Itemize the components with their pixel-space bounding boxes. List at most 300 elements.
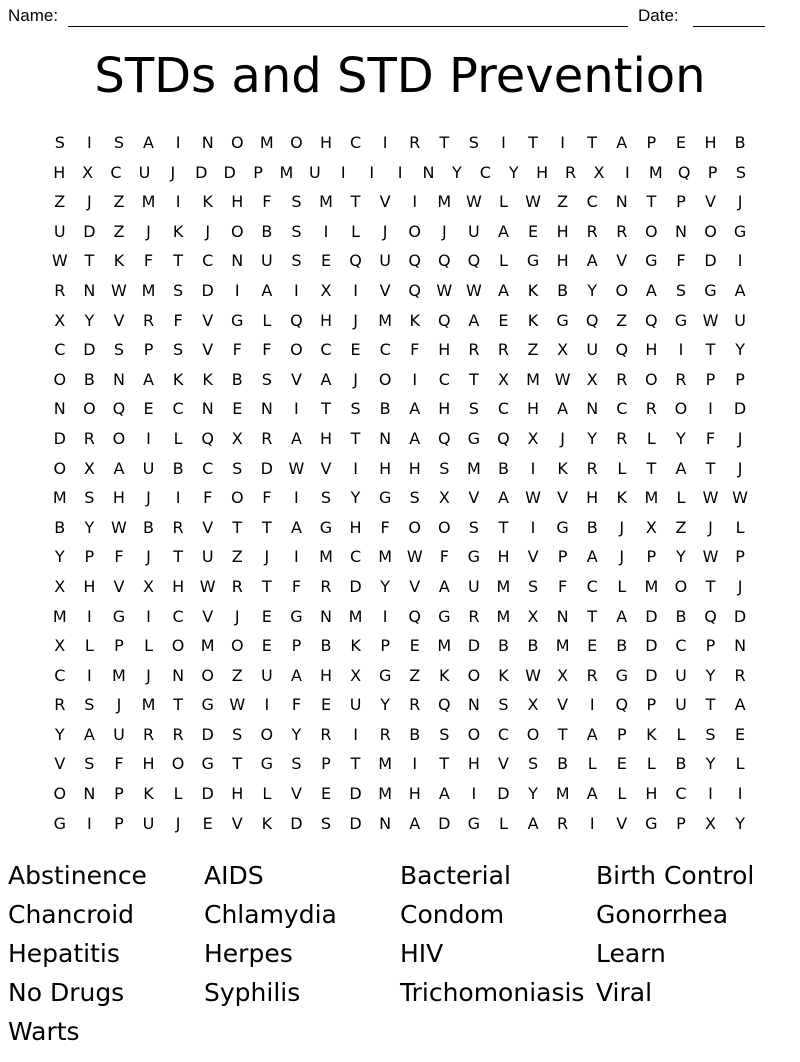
grid-letter: V — [231, 813, 243, 833]
grid-letter: H — [438, 399, 451, 419]
grid-letter: I — [353, 280, 358, 300]
grid-letter: U — [309, 162, 321, 182]
grid-letter: W — [51, 251, 68, 271]
grid-letter: V — [705, 192, 716, 212]
grid-letter: V — [290, 369, 302, 389]
grid-letter: O — [201, 665, 214, 685]
grid-letter: C — [497, 724, 510, 744]
grid-letter: L — [499, 813, 508, 833]
grid-letter: I — [589, 695, 595, 715]
grid-letter: G — [556, 310, 569, 330]
grid-letter: F — [262, 192, 272, 212]
grid-letter: V — [497, 754, 509, 774]
grid-row — [45, 513, 755, 543]
grid-letter: N — [83, 280, 96, 300]
grid-letter: P — [646, 547, 657, 567]
grid-letter: A — [557, 399, 569, 419]
grid-letter: V — [202, 606, 214, 626]
grid-letter: K — [261, 813, 273, 833]
grid-letter: W — [111, 280, 127, 300]
grid-letter: R — [586, 665, 598, 685]
grid-letter: O — [438, 517, 451, 537]
grid-letter: O — [230, 221, 244, 241]
grid-letter: G — [526, 251, 540, 271]
grid-letter: V — [616, 813, 628, 833]
grid-letter: E — [202, 813, 213, 833]
grid-letter: H — [112, 488, 125, 508]
grid-letter: P — [114, 784, 124, 804]
grid-letter: S — [54, 133, 65, 152]
grid-letter: E — [587, 636, 598, 656]
grid-letter: G — [290, 606, 303, 626]
grid-letter: R — [409, 695, 421, 715]
word-bank-item: Learn — [596, 939, 666, 968]
grid-letter: H — [556, 251, 569, 271]
grid-letter: A — [143, 369, 154, 389]
grid-letter: C — [172, 606, 184, 626]
grid-letter: P — [114, 636, 124, 656]
grid-letter: O — [408, 517, 422, 537]
grid-letter: D — [201, 280, 214, 300]
grid-letter: Q — [408, 280, 422, 300]
grid-letter: U — [260, 665, 273, 685]
grid-letter: H — [319, 428, 332, 448]
grid-letter: X — [497, 369, 509, 389]
grid-letter: N — [379, 813, 392, 833]
grid-letter: O — [230, 133, 244, 152]
grid-letter: U — [675, 665, 687, 685]
grid-letter: S — [409, 488, 420, 508]
grid-letter: K — [527, 280, 539, 300]
grid-letter: P — [291, 636, 302, 656]
grid-letter: J — [708, 517, 713, 537]
grid-letter: V — [468, 488, 480, 508]
grid-letter: E — [143, 399, 154, 419]
grid-letter: H — [142, 754, 155, 774]
grid-letter: W — [465, 192, 482, 212]
grid-letter: R — [468, 340, 480, 360]
grid-letter: S — [320, 813, 332, 833]
grid-row — [45, 246, 755, 276]
grid-letter: E — [261, 636, 272, 656]
grid-letter: U — [586, 340, 599, 360]
grid-letter: N — [586, 399, 599, 419]
grid-letter: W — [702, 547, 719, 567]
grid-letter: R — [172, 724, 184, 744]
grid-letter: K — [409, 310, 420, 330]
grid-letter: X — [705, 813, 716, 833]
grid-letter: A — [734, 695, 746, 715]
grid-letter: V — [113, 576, 125, 596]
grid-letter: T — [173, 695, 183, 715]
grid-letter: P — [646, 695, 657, 715]
grid-letter: H — [586, 488, 599, 508]
grid-letter: E — [409, 636, 420, 656]
grid-letter: M — [644, 488, 659, 508]
grid-letter: Y — [676, 547, 686, 567]
grid-letter: X — [82, 162, 94, 182]
grid-letter: O — [53, 784, 67, 804]
grid-row — [45, 690, 755, 720]
grid-row — [45, 661, 755, 691]
grid-letter: V — [557, 695, 569, 715]
grid-letter: D — [290, 813, 303, 833]
grid-letter: X — [54, 636, 66, 656]
grid-letter: S — [232, 458, 243, 478]
grid-letter: T — [84, 251, 95, 271]
grid-letter: M — [437, 636, 452, 656]
grid-letter: Z — [54, 192, 66, 212]
grid-letter: C — [110, 162, 122, 182]
grid-letter: O — [171, 636, 185, 656]
grid-letter: M — [348, 606, 363, 626]
grid-letter: R — [616, 428, 628, 448]
grid-letter: N — [320, 606, 332, 626]
grid-letter: R — [142, 724, 155, 744]
grid-letter: X — [527, 606, 539, 626]
grid-letter: T — [587, 133, 598, 152]
grid-letter: H — [704, 133, 717, 152]
grid-letter: I — [397, 162, 403, 182]
grid-letter: M — [279, 162, 294, 182]
grid-letter: B — [497, 458, 509, 478]
grid-letter: J — [619, 547, 625, 567]
grid-letter: F — [143, 251, 154, 271]
grid-letter: O — [704, 221, 717, 241]
grid-letter: X — [586, 369, 598, 389]
word-bank-item: Hepatitis — [8, 939, 120, 968]
grid-letter: A — [497, 221, 509, 241]
grid-letter: N — [112, 369, 125, 389]
grid-letter: O — [83, 399, 96, 419]
grid-letter: B — [261, 221, 273, 241]
grid-letter: R — [616, 369, 628, 389]
grid-letter: L — [499, 192, 508, 212]
grid-letter: M — [648, 162, 663, 182]
grid-letter: S — [173, 280, 184, 300]
grid-letter: B — [54, 517, 66, 537]
grid-letter: A — [675, 458, 687, 478]
grid-row — [45, 158, 755, 188]
grid-letter: D — [645, 606, 658, 626]
grid-letter: K — [498, 665, 509, 685]
grid-letter: I — [87, 665, 92, 685]
grid-letter: C — [172, 399, 184, 419]
grid-letter: J — [353, 310, 358, 330]
grid-letter: B — [557, 280, 569, 300]
worksheet-header — [8, 6, 764, 28]
grid-letter: K — [143, 784, 154, 804]
grid-letter: C — [379, 340, 391, 360]
grid-letter: N — [734, 636, 747, 656]
name-label: Name: — [8, 6, 59, 25]
grid-letter: B — [557, 754, 569, 774]
grid-letter: I — [471, 784, 477, 804]
grid-letter: S — [291, 192, 302, 212]
grid-letter: T — [705, 340, 716, 360]
grid-letter: K — [646, 724, 657, 744]
grid-letter: A — [261, 280, 273, 300]
grid-letter: I — [530, 517, 536, 537]
grid-letter: Y — [291, 724, 302, 744]
grid-letter: V — [616, 251, 628, 271]
grid-letter: K — [202, 192, 213, 212]
grid-letter: O — [171, 754, 185, 774]
grid-letter: E — [498, 310, 509, 330]
grid-letter: V — [379, 280, 391, 300]
grid-letter: I — [708, 784, 713, 804]
grid-letter: G — [467, 428, 481, 448]
grid-letter: I — [353, 458, 358, 478]
grid-letter: T — [528, 133, 538, 152]
grid-letter: Y — [705, 754, 716, 774]
grid-letter: Q — [438, 428, 451, 448]
grid-letter: V — [54, 754, 66, 774]
grid-row — [45, 335, 755, 365]
word-bank-item: Bacterial — [400, 861, 511, 890]
grid-letter: H — [467, 754, 480, 774]
grid-letter: H — [497, 547, 510, 567]
grid-letter: U — [468, 221, 480, 241]
grid-letter: L — [735, 517, 745, 537]
grid-letter: B — [527, 636, 539, 656]
grid-letter: I — [624, 162, 630, 182]
word-bank-item: Birth Control — [596, 861, 755, 890]
grid-letter: N — [201, 133, 214, 152]
grid-letter: I — [175, 488, 181, 508]
grid-letter: F — [232, 340, 242, 360]
grid-letter: H — [438, 340, 451, 360]
grid-letter: T — [261, 576, 272, 596]
grid-letter: W — [199, 576, 216, 596]
grid-letter: V — [527, 547, 539, 567]
grid-letter: V — [409, 576, 421, 596]
word-bank-item: Chlamydia — [204, 900, 337, 929]
grid-letter: F — [262, 340, 272, 360]
grid-letter: L — [617, 784, 627, 804]
grid-letter: P — [253, 162, 263, 182]
grid-letter: M — [437, 192, 452, 212]
grid-letter: A — [586, 784, 598, 804]
grid-letter: G — [378, 665, 392, 685]
grid-letter: T — [468, 369, 479, 389]
grid-letter: F — [439, 547, 449, 567]
grid-letter: A — [320, 369, 332, 389]
grid-letter: U — [349, 695, 362, 715]
grid-letter: T — [439, 754, 450, 774]
grid-letter: Y — [587, 428, 598, 448]
grid-letter: I — [294, 547, 299, 567]
grid-letter: L — [499, 251, 508, 271]
grid-letter: S — [84, 488, 95, 508]
grid-letter: A — [83, 724, 95, 744]
grid-letter: G — [704, 280, 717, 300]
grid-letter: N — [83, 784, 96, 804]
grid-letter: H — [527, 399, 540, 419]
grid-letter: O — [674, 399, 688, 419]
grid-letter: Q — [438, 251, 451, 271]
grid-letter: R — [586, 458, 598, 478]
grid-letter: U — [379, 251, 391, 271]
grid-letter: A — [438, 784, 450, 804]
grid-letter: C — [202, 458, 214, 478]
grid-row — [45, 128, 755, 158]
grid-letter: M — [466, 458, 481, 478]
grid-letter: G — [556, 517, 569, 537]
grid-letter: F — [558, 576, 568, 596]
grid-row — [45, 276, 755, 306]
grid-letter: P — [676, 813, 686, 833]
grid-letter: J — [737, 458, 743, 478]
grid-letter: S — [291, 221, 302, 241]
grid-letter: V — [557, 488, 569, 508]
grid-letter: A — [409, 428, 421, 448]
grid-letter: R — [379, 724, 391, 744]
grid-letter: M — [526, 369, 540, 389]
grid-letter: I — [294, 399, 299, 419]
grid-letter: J — [264, 547, 270, 567]
grid-letter: O — [290, 340, 303, 360]
grid-letter: X — [54, 576, 66, 596]
grid-letter: Z — [409, 665, 421, 685]
grid-letter: W — [406, 547, 423, 567]
grid-letter: O — [230, 636, 244, 656]
grid-letter: X — [231, 428, 243, 448]
grid-letter: T — [705, 576, 716, 596]
grid-letter: D — [223, 162, 236, 182]
grid-letter: G — [231, 310, 244, 330]
grid-letter: E — [320, 251, 332, 271]
grid-letter: J — [353, 369, 358, 389]
grid-letter: P — [735, 369, 745, 389]
grid-letter: R — [586, 221, 598, 241]
grid-letter: T — [350, 192, 361, 212]
grid-letter: R — [83, 428, 95, 448]
grid-letter: T — [350, 754, 361, 774]
grid-letter: Q — [290, 310, 303, 330]
grid-letter: A — [290, 428, 302, 448]
grid-letter: J — [737, 576, 743, 596]
grid-letter: G — [201, 695, 214, 715]
grid-letter: J — [116, 695, 122, 715]
grid-letter: P — [646, 133, 657, 152]
grid-letter: T — [557, 724, 568, 744]
grid-letter: X — [527, 695, 539, 715]
grid-row — [45, 483, 755, 513]
grid-letter: E — [350, 340, 361, 360]
grid-row — [45, 217, 755, 247]
grid-letter: E — [320, 695, 332, 715]
grid-letter: V — [113, 310, 125, 330]
grid-letter: M — [378, 754, 393, 774]
grid-letter: I — [412, 369, 418, 389]
grid-letter: D — [349, 813, 362, 833]
grid-letter: P — [676, 192, 686, 212]
grid-letter: C — [438, 369, 450, 389]
grid-letter: N — [260, 399, 273, 419]
grid-letter: P — [707, 162, 718, 182]
grid-letter: N — [201, 399, 214, 419]
grid-letter: T — [705, 695, 716, 715]
grid-letter: X — [527, 428, 539, 448]
grid-letter: I — [737, 251, 743, 271]
grid-letter: D — [201, 724, 214, 744]
grid-letter: R — [616, 221, 628, 241]
grid-letter: O — [645, 369, 658, 389]
grid-letter: Y — [54, 724, 65, 744]
grid-letter: U — [113, 724, 125, 744]
grid-letter: Y — [54, 547, 65, 567]
grid-letter: S — [84, 695, 95, 715]
grid-letter: I — [294, 280, 299, 300]
grid-letter: O — [467, 665, 481, 685]
grid-letter: Z — [231, 665, 243, 685]
grid-letter: V — [202, 310, 214, 330]
grid-letter: W — [111, 517, 127, 537]
grid-letter: Y — [508, 162, 519, 182]
grid-letter: A — [586, 251, 598, 271]
grid-letter: X — [320, 280, 332, 300]
grid-letter: C — [349, 547, 362, 567]
grid-letter: B — [734, 133, 746, 152]
grid-letter: J — [560, 428, 565, 448]
grid-letter: J — [175, 813, 181, 833]
grid-letter: A — [586, 724, 598, 744]
grid-letter: L — [617, 458, 627, 478]
grid-letter: G — [112, 606, 126, 626]
grid-letter: S — [498, 695, 509, 715]
grid-letter: H — [556, 221, 569, 241]
grid-letter: K — [113, 251, 125, 271]
grid-letter: H — [408, 784, 421, 804]
grid-letter: L — [173, 784, 183, 804]
grid-letter: P — [380, 636, 390, 656]
grid-letter: P — [735, 547, 745, 567]
grid-row — [45, 187, 755, 217]
grid-letter: E — [232, 399, 243, 419]
grid-row — [45, 779, 755, 809]
grid-letter: P — [557, 547, 568, 567]
grid-letter: A — [143, 133, 154, 152]
grid-letter: S — [439, 458, 450, 478]
grid-letter: T — [321, 399, 331, 419]
grid-letter: N — [556, 606, 569, 626]
grid-letter: K — [202, 369, 213, 389]
grid-letter: N — [231, 251, 244, 271]
grid-letter: Y — [84, 517, 95, 537]
grid-letter: U — [260, 251, 273, 271]
grid-letter: K — [172, 221, 184, 241]
page-title: STDs and STD Prevention — [94, 48, 706, 104]
grid-letter: S — [84, 754, 95, 774]
grid-letter: F — [291, 695, 302, 715]
grid-letter: A — [409, 813, 421, 833]
grid-letter: H — [172, 576, 185, 596]
grid-letter: I — [87, 133, 92, 152]
grid-letter: C — [320, 340, 332, 360]
grid-letter: I — [294, 488, 299, 508]
grid-letter: U — [468, 576, 480, 596]
grid-letter: B — [586, 517, 598, 537]
grid-letter: C — [675, 636, 687, 656]
grid-letter: J — [146, 488, 151, 508]
grid-letter: E — [320, 784, 332, 804]
grid-letter: M — [496, 606, 511, 626]
grid-letter: M — [200, 636, 215, 656]
grid-letter: S — [527, 754, 539, 774]
grid-letter: W — [465, 280, 482, 300]
word-bank-item: Chancroid — [8, 900, 135, 929]
